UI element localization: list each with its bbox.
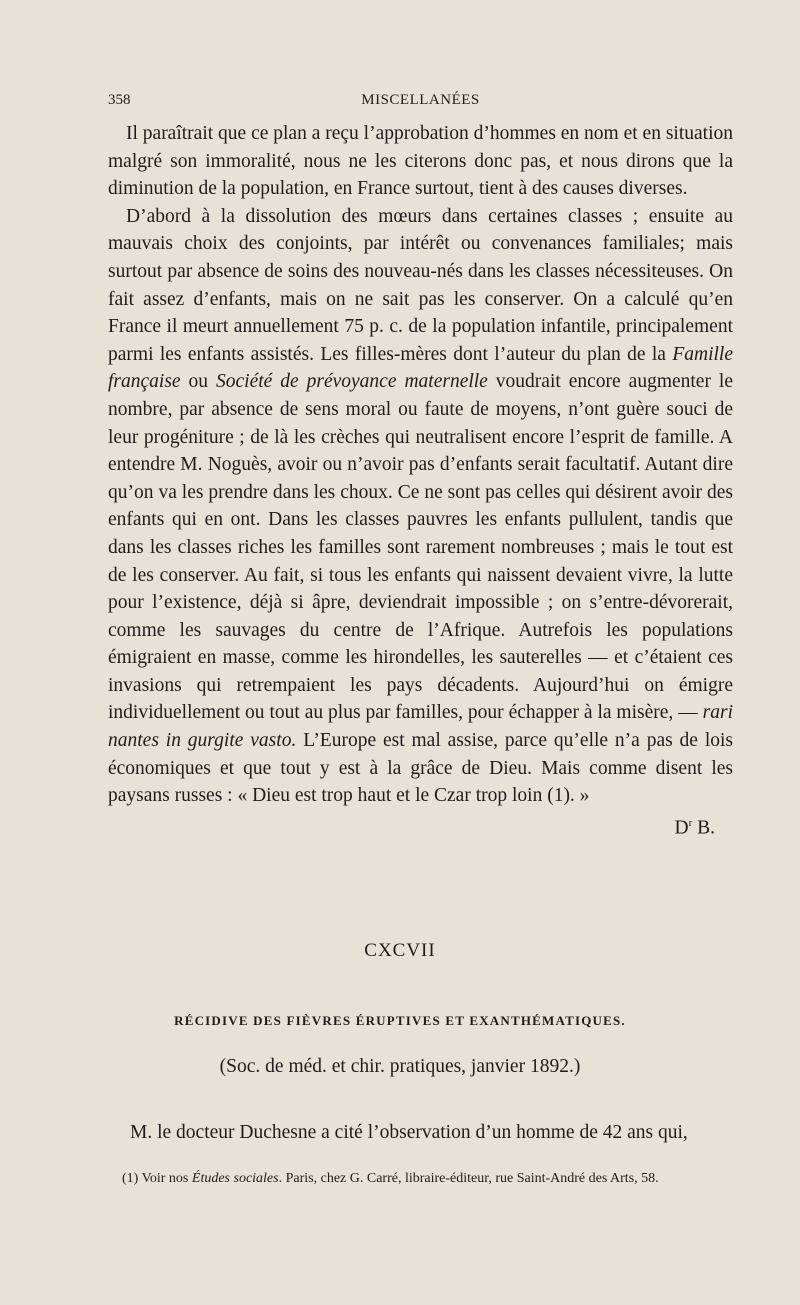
italic-latin-quote: rari nantes in gurgite vasto. (108, 702, 733, 752)
footnote-part-a: (1) Voir nos (122, 1171, 192, 1186)
section-number: CXCVII (364, 940, 436, 961)
italic-societe-prevoyance: Société de prévoyance maternelle (216, 371, 488, 393)
footnote-italic-title: Études sociales (191, 1171, 279, 1186)
footnote (108, 1168, 733, 1189)
footnote-part-b: . Paris, chez G. Carré, libraire-éditeur, rue Saint-André des Arts, 58. (278, 1171, 659, 1186)
section-body-first-line: M. le docteur Duchesne a cité l’observation d’un homme de 42 ans qui, (130, 1122, 688, 1143)
paragraph-2-part-c: voudrait encore augmenter le nombre, par absence de sens moral ou faute de moyens, n’ont guère souci de leur progéniture ; de là les crèches qui neutralisent encore l’esprit de famille. A entendre M. Noguès, avoir ou n’avoir pas d’enfants serait facultatif. Autant dire qu’on va les prendre dans les choux. Ce ne sont pas celles qui désirent avoir des enfants qui en ont. Dans les classes pauvres les enfants pullulent, tandis que dans les classes riches les familles sont rarement nombreuses ; mais le tout est de les conserver. Au fait, si tous les enfants qui naissent devaient vivre, la lutte pour l’existence, déjà si âpre, deviendrait impossible ; on s’entre-dévorerait, comme les sauvages du centre de l’Afrique. Autrefois les populations émigraient en masse, comme les hirondelles, les sauterelles — et c’étaient ces invasions qui retrempaient les pays décadents. Aujourd’hui on émigre individuellement ou tout au plus par familles, pour échapper à la misère, — (108, 371, 733, 724)
running-head: MISCELLANÉES (361, 92, 480, 108)
paragraph-2 (108, 203, 733, 810)
signature-superscript: r (688, 816, 693, 829)
page-header (108, 92, 733, 114)
section-source: (Soc. de méd. et chir. pratiques, janvier 1892.) (219, 1056, 581, 1077)
italic-famille-francaise: Famille française (108, 343, 733, 393)
signature-name: B. (692, 817, 715, 839)
signature-prefix: D (674, 817, 689, 839)
body-text (108, 120, 733, 841)
paragraph-2-part-d: L’Europe est mal assise, parce qu’elle n’a pas de lois économiques et que tout y est à la grâce de Dieu. Mais comme disent les paysans russes : « Dieu est trop haut et le Czar trop loin (1). » (108, 730, 733, 807)
paragraph-1: Il paraîtrait que ce plan a reçu l’approbation d’hommes en nom et en situation malgré son immoralité, nous ne les citerons donc pas, et nous dirons que la diminution de la population, en France surtout, tient à des causes diverses. (108, 123, 733, 200)
paragraph-2-part-b: ou (180, 371, 216, 393)
paragraph-2-part-a: D’abord à la dissolution des mœurs dans certaines classes ; ensuite au mauvais choix des conjoints, par intérêt ou convenances familiales; mais surtout par absence de soins des nouveau-nés dans les classes nécessiteuses. On fait assez d’enfants, mais on ne sait pas les conserver. On a calculé qu’en France il meurt annuellement 75 p. c. de la population infantile, principalement parmi les enfants assistés. Les filles-mères dont l’auteur du plan de la (108, 205, 733, 365)
section-title: RÉCIDIVE DES FIÈVRES ÉRUPTIVES ET EXANTHÉMATIQUES. (174, 1013, 626, 1028)
page-number: 358 (108, 92, 131, 108)
signature (108, 810, 733, 842)
